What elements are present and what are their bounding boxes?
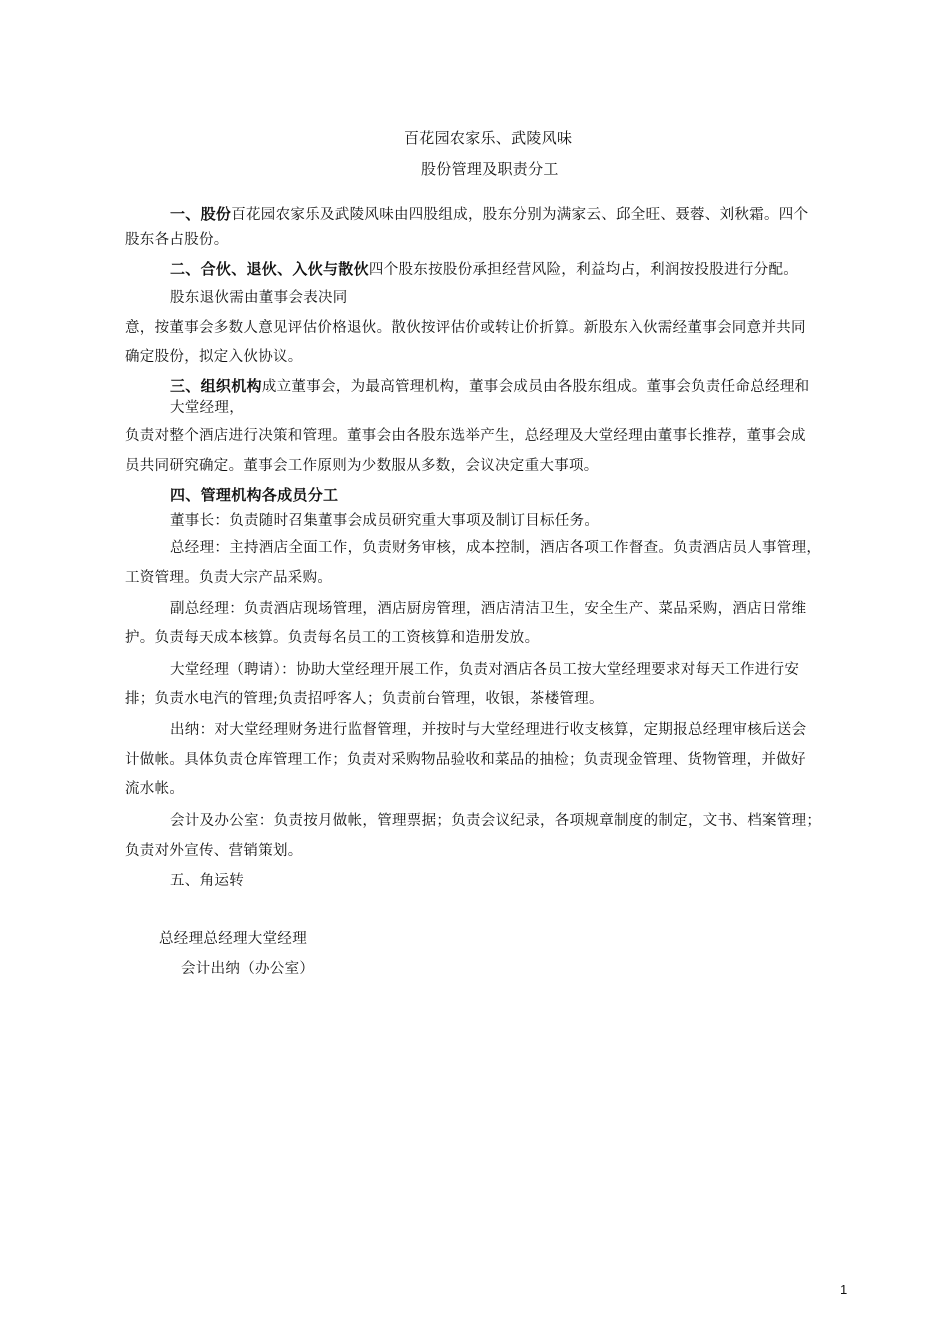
cashier-duties-line3: 流水帐。 — [125, 781, 185, 797]
section-1-heading: 一、股份 — [170, 205, 232, 223]
org-row-2: 会计出纳（办公室） — [181, 961, 315, 977]
gm-duties-line2: 工资管理。负责大宗产品采购。 — [125, 570, 333, 586]
section-2-heading: 二、合伙、退伙、入伙与散伙 — [170, 260, 369, 278]
dgm-duties-line2: 护。负责每天成本核算。负责每名员工的工资核算和造册发放。 — [125, 630, 540, 646]
accounting-duties-line2: 负责对外宣传、营销策划。 — [125, 843, 303, 859]
section-3-line4: 员共同研究确定。董事会工作原则为少数服从多数，会议决定重大事项。 — [125, 458, 599, 474]
lobby-duties-line2: 排；负责水电汽的管理;负责招呼客人；负责前台管理，收银，茶楼管理。 — [125, 691, 604, 707]
lobby-duties-line1: 大堂经理（聘请）：协助大堂经理开展工作，负责对酒店各员工按大堂经理要求对每天工作进行安 — [170, 662, 800, 678]
cashier-duties-line1: 出纳：对大堂经理财务进行监督管理，并按时与大堂经理进行收支核算，定期报总经理审核后送会 — [170, 722, 807, 738]
cashier-duties-line2: 计做帐。具体负责仓库管理工作；负责对采购物品验收和菜品的抽检；负责现金管理、货物管理，并做好 — [125, 752, 806, 768]
section-2-line — [170, 259, 798, 280]
page-number: 1 — [840, 1282, 848, 1297]
section-3-heading: 三、组织机构 — [170, 377, 262, 395]
section-3-line2: 大堂经理， — [170, 400, 244, 416]
document-subtitle: 股份管理及职责分工 — [421, 160, 559, 178]
section-3-line — [170, 376, 809, 397]
dgm-duties-line1: 副总经理：负责酒店现场管理，酒店厨房管理，酒店清洁卫生，安全生产、菜品采购，酒店日常维 — [170, 601, 807, 617]
section-2-line4: 确定股份，拟定入伙协议。 — [125, 349, 303, 365]
section-1-text: 百花园农家乐及武陵风味由四股组成，股东分别为满家云、邱全旺、聂蓉、刘秋霜。四个 — [231, 207, 809, 223]
document-title: 百花园农家乐、武陵风味 — [404, 129, 573, 147]
chairman-duties: 董事长：负责随时召集董事会成员研究重大事项及制订目标任务。 — [170, 513, 600, 529]
section-1-line — [170, 204, 808, 225]
gm-duties-line1: 总经理：主持酒店全面工作，负责财务审核，成本控制，酒店各项工作督查。负责酒店员人事管理， — [170, 540, 822, 556]
section-2-text: 四个股东按股份承担经营风险，利益均占，利润按投股进行分配。 — [368, 262, 799, 278]
section-1-cont: 股东各占股份。 — [125, 232, 229, 248]
section-5-heading: 五、角运转 — [170, 873, 244, 889]
section-2-line2: 股东退伙需由董事会表决同 — [170, 290, 348, 306]
section-3-text: 成立董事会，为最高管理机构，董事会成员由各股东组成。董事会负责任命总经理和 — [261, 379, 810, 395]
section-4-heading: 四、管理机构各成员分工 — [170, 486, 339, 504]
accounting-duties-line1: 会计及办公室：负责按月做帐，管理票据；负责会议纪录，各项规章制度的制定，文书、档案管理； — [170, 813, 822, 829]
section-3-line3: 负责对整个酒店进行决策和管理。董事会由各股东选举产生，总经理及大堂经理由董事长推荐，董事会成 — [125, 428, 806, 444]
section-2-line3: 意，按董事会多数人意见评估价格退伙。散伙按评估价或转让价折算。新股东入伙需经董事会同意并共同 — [125, 320, 806, 336]
org-row-1: 总经理总经理大堂经理 — [159, 931, 307, 947]
